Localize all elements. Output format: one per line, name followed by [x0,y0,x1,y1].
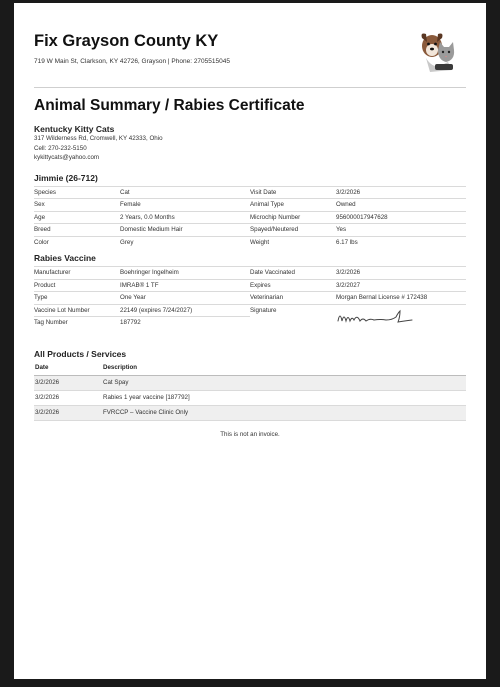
table-row [34,186,466,199]
animal-heading: Jimmie (26-712) [34,172,98,183]
table-row [34,224,466,237]
manufacturer-label: Manufacturer [34,267,120,280]
visit-date-label: Visit Date [250,186,336,199]
manufacturer-value: Boehringer Ingelheim [120,267,250,280]
table-row [34,390,466,405]
age-value: 2 Years, 0.0 Months [120,211,250,224]
vaccine-heading: Rabies Vaccine [34,253,96,263]
table-row [34,304,466,317]
animal-type-value: Owned [336,199,466,212]
product-description: Rabies 1 year vaccine [187792] [102,390,466,405]
veterinarian-value: Morgan Bernal License # 172438 [336,292,466,305]
product-label: Product [34,279,120,292]
date-vaccinated-value: 3/2/2026 [336,267,466,280]
certificate-page [14,3,486,679]
spayed-neutered-value: Yes [336,224,466,237]
product-date: 3/2/2026 [34,405,102,420]
expires-value: 3/2/2027 [336,279,466,292]
products-heading: All Products / Services [34,348,127,359]
tag-number-label: Tag Number [34,317,120,329]
lot-number-value: 22149 (expires 7/24/2027) [120,304,250,317]
microchip-value: 956000017947628 [336,211,466,224]
owner-cell: Cell: 270-232-5150 [34,144,87,152]
owner-address: 317 Wilderness Rd, Cromwell, KY 42333, Ohio [34,135,163,142]
handwritten-signature-icon [336,305,416,329]
species-value: Cat [120,186,250,199]
tag-number-value: 187792 [120,317,250,329]
header-divider [34,87,466,88]
signature-cell [336,304,466,317]
weight-label: Weight [250,236,336,248]
animal-type-label: Animal Type [250,199,336,212]
type-label: Type [34,292,120,305]
date-vaccinated-label: Date Vaccinated [250,267,336,280]
table-row [34,267,466,280]
product-description: FVRCCP – Vaccine Clinic Only [102,405,466,420]
table-row [34,279,466,292]
table-row [34,199,466,212]
breed-label: Breed [34,224,120,237]
table-row [34,236,466,248]
document-title: Animal Summary / Rabies Certificate [34,97,305,114]
animal-details-table [34,186,466,249]
breed-value: Domestic Medium Hair [120,224,250,237]
clinic-address: 719 W Main St, Clarkson, KY 42726, Grayson | Phone: 2705515045 [34,58,230,65]
products-header-row [34,361,466,376]
product-description: Cat Spay [102,375,466,390]
owner-name: Kentucky Kitty Cats [34,124,115,134]
visit-date-value: 3/2/2026 [336,186,466,199]
color-label: Color [34,236,120,248]
description-column-header: Description [102,361,466,376]
age-label: Age [34,211,120,224]
date-column-header: Date [34,361,102,376]
footer-note: This is not an invoice. [220,430,280,438]
clinic-name: Fix Grayson County KY [34,32,219,50]
clinic-header [34,31,466,83]
weight-value: 6.17 lbs [336,236,466,248]
table-row [34,405,466,420]
owner-block [34,124,466,163]
species-label: Species [34,186,120,199]
empty-cell [250,317,336,329]
vaccine-details-table [34,266,466,329]
type-value: One Year [120,292,250,305]
veterinarian-label: Veterinarian [250,292,336,305]
product-value: IMRAB® 1 TF [120,279,250,292]
owner-email: kykittycats@yahoo.com [34,154,100,161]
sex-label: Sex [34,199,120,212]
lot-number-label: Vaccine Lot Number [34,304,120,317]
spayed-neutered-label: Spayed/Neutered [250,224,336,237]
table-row [34,292,466,305]
color-value: Grey [120,236,250,248]
table-row [34,375,466,390]
product-date: 3/2/2026 [34,390,102,405]
dog-and-cat-logo-icon [418,28,458,74]
sex-value: Female [120,199,250,212]
table-row [34,211,466,224]
products-table [34,361,466,421]
product-date: 3/2/2026 [34,375,102,390]
expires-label: Expires [250,279,336,292]
signature-label: Signature [250,304,336,317]
microchip-label: Microchip Number [250,211,336,224]
